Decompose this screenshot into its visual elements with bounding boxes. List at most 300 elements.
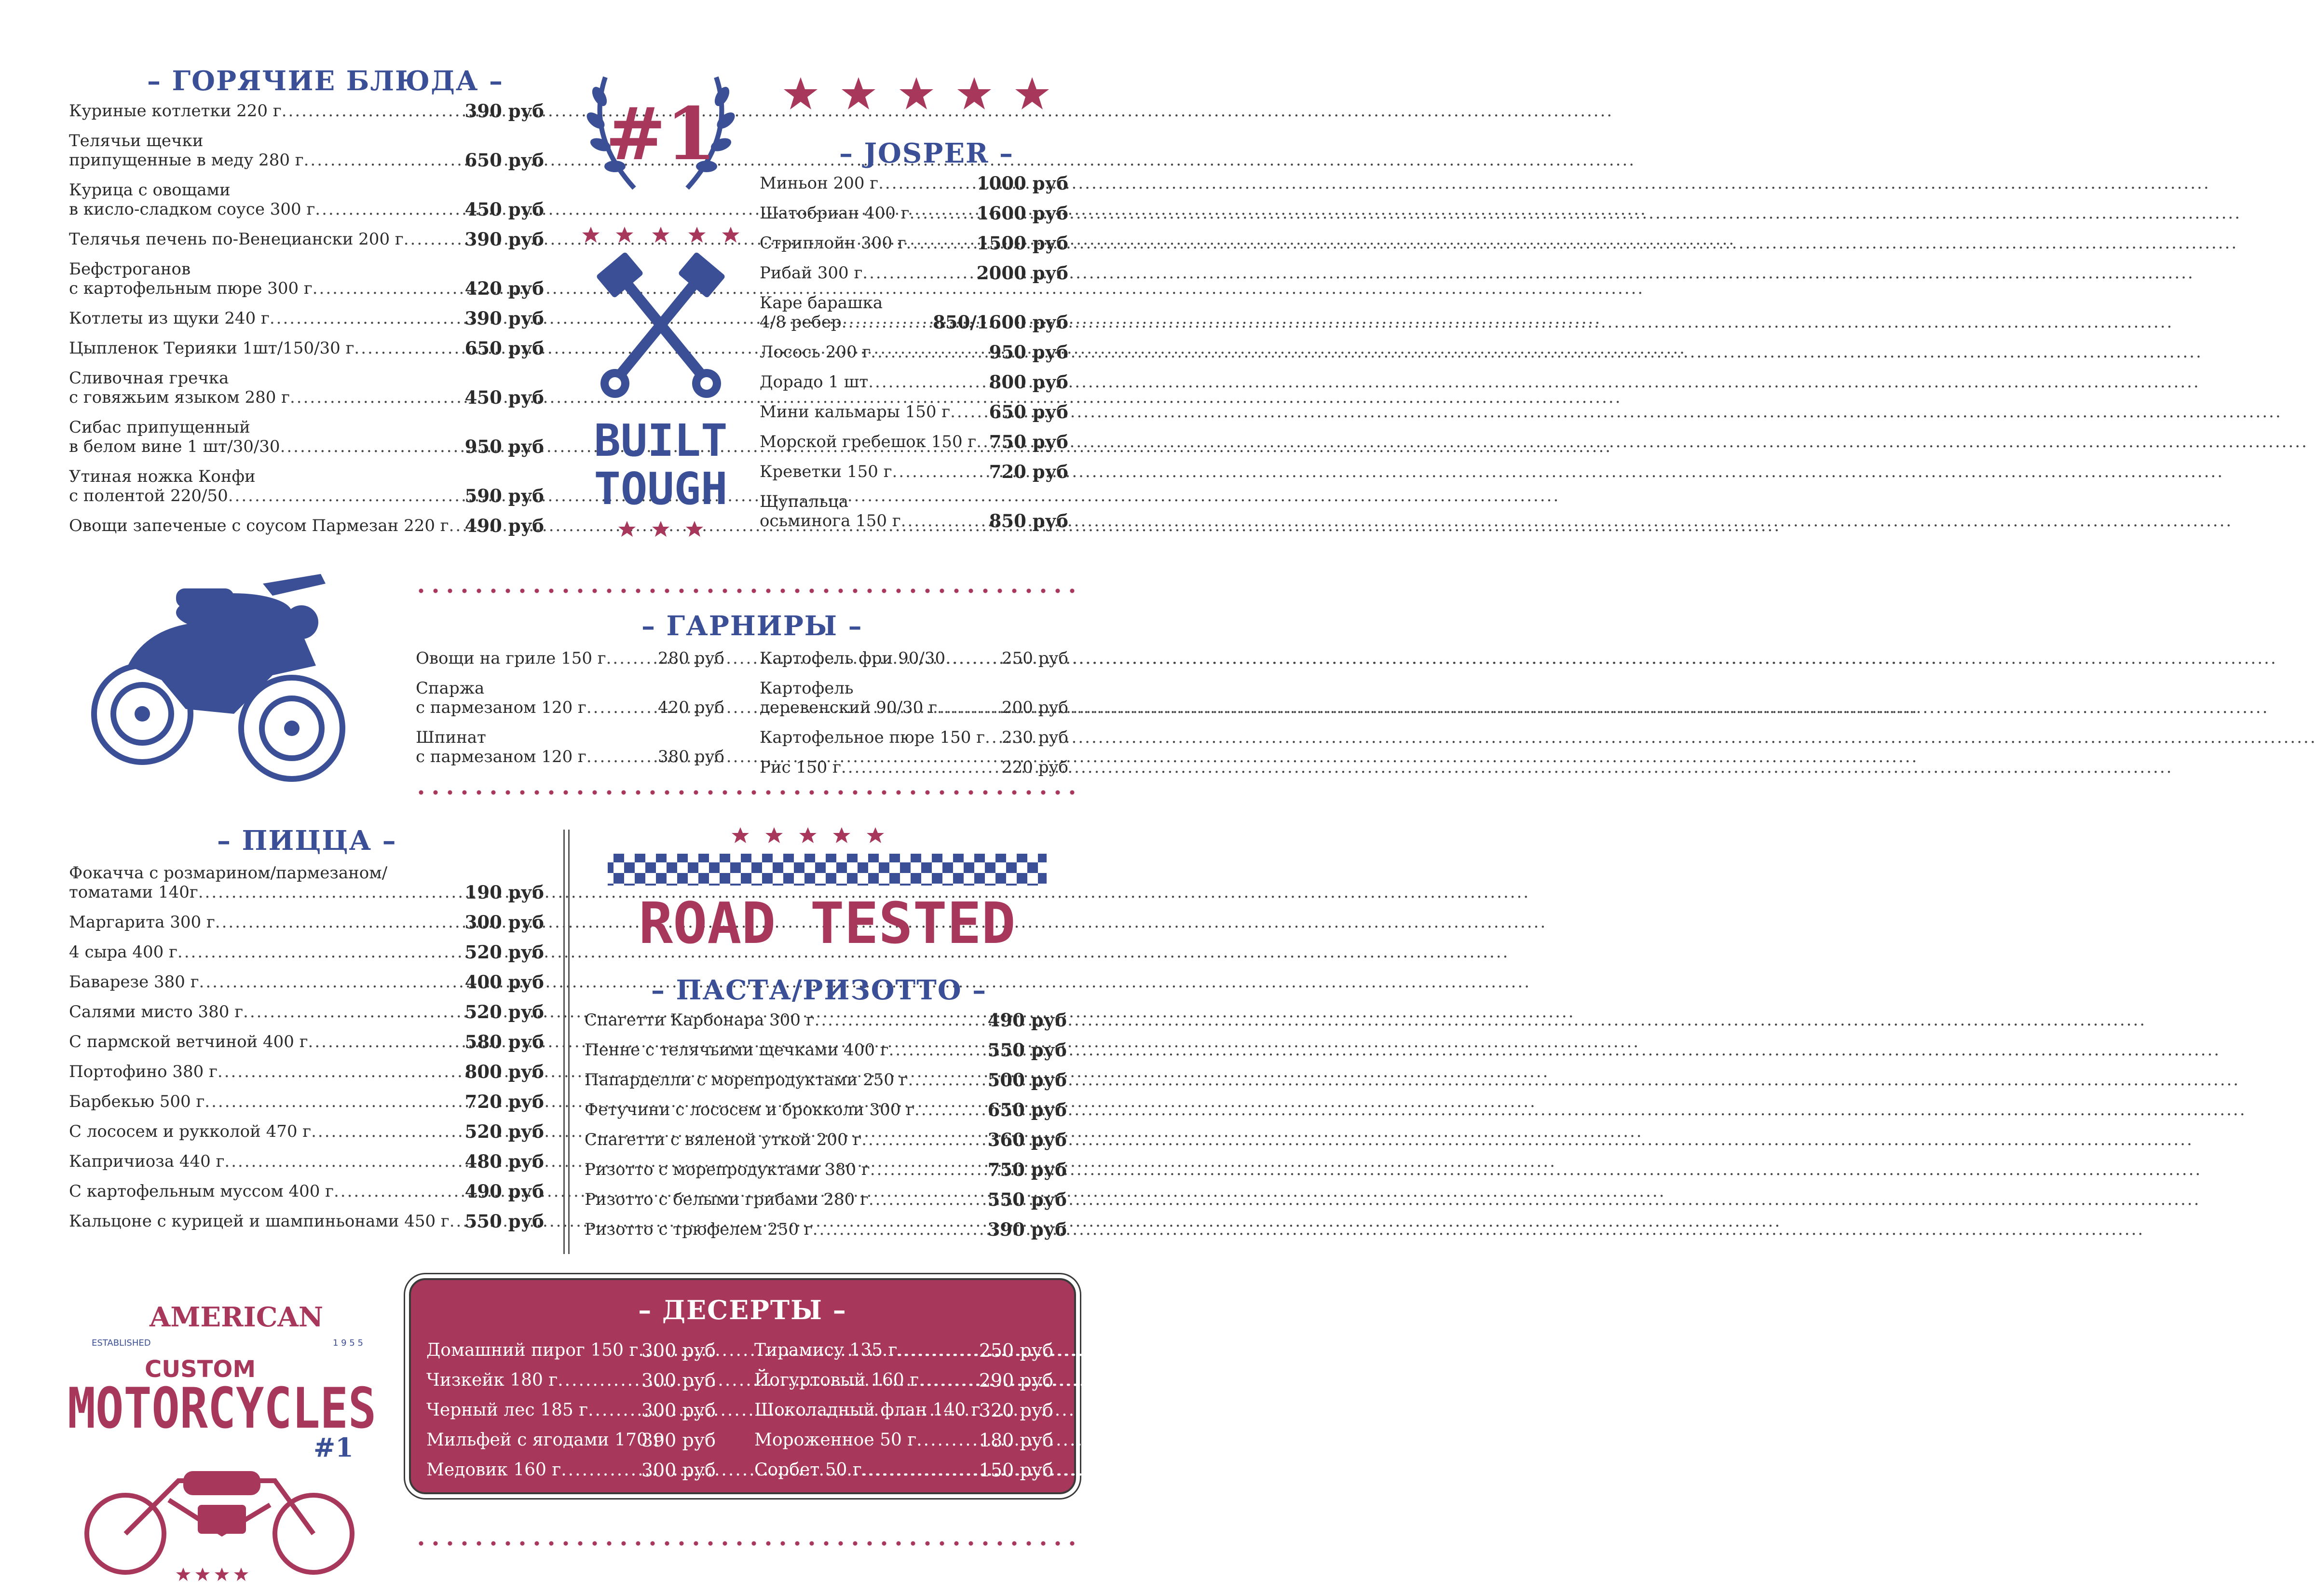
menu-item-label: Рис 150 г: [760, 758, 841, 777]
dot-leader: [901, 511, 2233, 531]
menu-item: [585, 1190, 1067, 1209]
menu-item-price: 420 руб: [658, 698, 724, 717]
menu-item-name-line2: деревенский 90/30 г: [760, 698, 937, 717]
menu-item-price: 850/1600 руб: [933, 312, 1068, 333]
menu-item-name: [585, 1100, 986, 1119]
menu-item-label: Сорбет 50 г: [754, 1460, 862, 1480]
menu-item-price: 750 руб: [987, 1159, 1067, 1180]
menu-item: [426, 1460, 716, 1480]
menu-item-label: Цыпленок Терияки 1шт/150/30 г: [69, 339, 354, 358]
menu-item-name: [754, 1370, 977, 1391]
menu-item-label: Медовик 160 г: [426, 1460, 561, 1480]
menu-item: [416, 728, 724, 766]
menu-item-label: С пармской ветчиной 400 г: [69, 1032, 308, 1051]
menu-item-name: [69, 131, 463, 170]
menu-item-name: [69, 1122, 463, 1141]
menu-item-price: 380 руб: [658, 747, 724, 766]
dot-leader: [878, 174, 2210, 193]
dot-leader: [889, 1040, 2221, 1060]
dot-leader: [914, 1100, 2247, 1119]
menu-item: [760, 462, 1068, 481]
menu-item: [69, 863, 544, 902]
menu-item-label: Картофель фри 90/30: [760, 649, 946, 668]
dot-leader: [916, 1430, 2310, 1450]
menu-item-name: [585, 1130, 986, 1149]
menu-item-label: Йогуртовый 160 г: [754, 1370, 919, 1390]
menu-item: [585, 1220, 1067, 1239]
menu-item-name: [69, 1062, 463, 1081]
svg-text:#1: #1: [313, 1432, 354, 1463]
menu-item-name: [69, 180, 463, 219]
menu-item-name-line1: Шпинат: [416, 728, 486, 747]
menu-item-label: С лососем и рукколой 470 г: [69, 1122, 312, 1141]
menu-item: [69, 230, 544, 249]
dot-leader: [870, 1160, 2202, 1179]
menu-item: [426, 1370, 716, 1391]
menu-item: [69, 1092, 544, 1111]
menu-item-label: 4 сыра 400 г: [69, 942, 177, 962]
menu-item-label: С картофельным муссом 400 г: [69, 1182, 334, 1201]
menu-item: [69, 913, 544, 932]
menu-item: [426, 1400, 716, 1420]
menu-item-price: 550 руб: [464, 1211, 544, 1232]
svg-text:MOTORCYCLES: MOTORCYCLES: [68, 1376, 376, 1441]
menu-item-label: Куриные котлетки 220 г: [69, 101, 282, 121]
menu-item-label: Маргарита 300 г: [69, 913, 215, 932]
menu-item-name: [760, 263, 975, 283]
menu-item-label: Капричиоза 440 г: [69, 1152, 225, 1171]
menu-item-price: 360 руб: [987, 1129, 1067, 1150]
menu-item: [760, 758, 1068, 777]
menu-item: [69, 1182, 544, 1201]
desserts-left-list: [426, 1340, 716, 1490]
svg-text:1 9 5 5: 1 9 5 5: [333, 1338, 363, 1348]
pizza-title: – ПИЦЦА –: [217, 825, 397, 857]
menu-item-name: [760, 432, 987, 451]
pizza-list: [69, 863, 544, 1241]
menu-item-label: Шоколадный флан 140 г: [754, 1400, 981, 1420]
menu-item-name: [69, 942, 463, 962]
menu-item: [69, 1062, 544, 1081]
menu-item: [760, 649, 1068, 668]
svg-text:TOUGH: TOUGH: [594, 463, 728, 515]
menu-item-name-line1: Бефстроганов: [69, 259, 191, 279]
menu-item-name: [754, 1400, 981, 1420]
menu-item-name: [760, 204, 975, 223]
menu-item-price: 750 руб: [989, 431, 1068, 452]
menu-item-label: Телячья печень по-Венециански 200 г: [69, 230, 404, 249]
menu-item-name: [754, 1430, 977, 1450]
menu-item-name-line1: Сибас припущенный: [69, 418, 250, 437]
menu-item-price: 320 руб: [979, 1400, 1053, 1421]
menu-item-name: [69, 1182, 463, 1201]
menu-item-price: 290 руб: [979, 1370, 1053, 1391]
menu-item: [754, 1430, 1053, 1450]
menu-item-name: [69, 863, 463, 902]
vertical-divider: [563, 830, 565, 1254]
menu-item-name-line2: томатами 140г: [69, 883, 198, 902]
menu-item-name: [760, 679, 1000, 717]
svg-text:AMERICAN: AMERICAN: [149, 1301, 324, 1333]
menu-item: [760, 402, 1068, 422]
menu-item-price: 1600 руб: [976, 203, 1068, 224]
menu-item-name: [754, 1340, 977, 1361]
menu-item: [760, 728, 1068, 747]
menu-item: [760, 492, 1068, 531]
garnish-left-list: [416, 649, 724, 777]
menu-item-price: 720 руб: [464, 1091, 544, 1112]
menu-item: [69, 309, 544, 328]
menu-item-price: 180 руб: [979, 1430, 1053, 1451]
menu-item-label: Креветки 150 г: [760, 462, 892, 481]
menu-item-name: [69, 309, 463, 328]
menu-item-price: 150 руб: [979, 1460, 1053, 1481]
dot-leader: [919, 1370, 2312, 1391]
svg-text:CUSTOM: CUSTOM: [145, 1356, 256, 1383]
menu-item-label: Дорадо 1 шт: [760, 372, 869, 392]
number-one-mark: #1: [605, 92, 717, 177]
menu-item-price: 300 руб: [641, 1400, 716, 1421]
menu-item-price: 520 руб: [464, 1001, 544, 1023]
dot-leader: [908, 1070, 2240, 1090]
menu-item: [760, 679, 1068, 717]
menu-item-name: [426, 1340, 640, 1361]
menu-item-name-line2: с полентой 220/50: [69, 486, 228, 505]
menu-item-name-line2: в белом вине 1 шт/30/30: [69, 437, 280, 456]
svg-text:ROAD TESTED: ROAD TESTED: [639, 890, 1016, 956]
menu-item-price: 300 руб: [641, 1370, 716, 1391]
built-tough-logo: [576, 63, 745, 555]
menu-item-label: Тирамису 135 г: [754, 1340, 898, 1360]
menu-item-price: 650 руб: [464, 338, 544, 359]
menu-item-price: 250 руб: [1002, 649, 1068, 668]
menu-item-name: [760, 293, 931, 332]
menu-item-name: [760, 233, 975, 253]
menu-item-label: Мильфей с ягодами 170 г: [426, 1430, 663, 1450]
menu-item-name: [585, 1220, 986, 1239]
menu-item-label: Шатобриан 400 г: [760, 204, 910, 223]
dot-leader: [976, 432, 2308, 451]
dot-leader: [910, 204, 2242, 223]
menu-item: [69, 1152, 544, 1171]
menu-item: [754, 1460, 1053, 1480]
menu-item-label: Котлеты из щуки 240 г: [69, 309, 270, 328]
menu-item-price: 300 руб: [641, 1460, 716, 1481]
menu-item-name: [760, 342, 987, 362]
menu-item: [69, 339, 544, 358]
menu-item: [760, 372, 1068, 392]
menu-item: [760, 204, 1068, 223]
menu-item-price: 200 руб: [1002, 698, 1068, 717]
pasta-list: [585, 1010, 1067, 1250]
menu-item: [760, 174, 1068, 193]
menu-item-label: Черный лес 185 г: [426, 1400, 588, 1420]
menu-item: [585, 1040, 1067, 1060]
menu-item-name: [754, 1460, 977, 1480]
menu-item-name: [585, 1010, 986, 1030]
menu-item: [69, 180, 544, 219]
garnish-right-list: [760, 649, 1068, 788]
menu-item-price: 490 руб: [464, 515, 544, 536]
menu-item-name: [69, 1002, 463, 1022]
menu-item: [426, 1340, 716, 1361]
menu-item-label: Мороженное 50 г: [754, 1430, 917, 1450]
dot-leader: [871, 342, 2203, 362]
checkered-flag-band: [608, 854, 1047, 886]
pasta-title: – ПАСТА/РИЗОТТО –: [651, 974, 987, 1006]
menu-item: [69, 1212, 544, 1231]
menu-item-label: Миньон 200 г: [760, 174, 879, 193]
menu-item-name: [760, 462, 987, 481]
dot-leader: [945, 649, 2277, 668]
menu-item: [585, 1160, 1067, 1179]
menu-item: [69, 516, 544, 535]
menu-item-name: [585, 1070, 986, 1090]
menu-item-name: [585, 1190, 986, 1209]
josper-title: – JOSPER –: [839, 137, 1014, 169]
hot-dishes-title: – ГОРЯЧИЕ БЛЮДА –: [147, 65, 504, 97]
menu-item-name: [69, 230, 463, 249]
stars-top-right: [781, 75, 1051, 113]
menu-item-label: Картофельное пюре 150 г: [760, 728, 985, 747]
menu-item-label: Салями мисто 380 г: [69, 1002, 244, 1022]
menu-item-label: Чизкейк 180 г: [426, 1370, 558, 1390]
menu-item-name: [585, 1040, 986, 1060]
menu-item-price: 550 руб: [987, 1189, 1067, 1210]
menu-item-name-line1: Щупальца: [760, 492, 848, 511]
menu-item: [760, 293, 1068, 332]
menu-item-name-line2: припущенные в меду 280 г: [69, 150, 304, 170]
menu-item-price: 950 руб: [989, 341, 1068, 363]
menu-item-name-line2: 4/8 ребер: [760, 313, 842, 332]
menu-item-name-line1: Каре барашка: [760, 293, 883, 313]
menu-item-label: Стриплойн 300 г: [760, 233, 906, 253]
menu-item-price: 1500 руб: [976, 232, 1068, 254]
menu-item-name: [760, 649, 1000, 668]
menu-item-price: 580 руб: [464, 1031, 544, 1052]
menu-item: [585, 1130, 1067, 1149]
motorcycle-illustration-blue: [89, 555, 350, 796]
dotted-divider: [414, 790, 1075, 795]
dot-leader: [937, 698, 2269, 717]
menu-item: [69, 101, 544, 121]
menu-item-name: [416, 649, 656, 668]
menu-item: [754, 1340, 1053, 1361]
dot-leader: [906, 233, 2238, 253]
menu-item: [760, 432, 1068, 451]
menu-item-label: Морской гребешок 150 г: [760, 432, 977, 451]
menu-item-label: Фетучини с лососем и брокколи 300 г: [585, 1100, 915, 1119]
menu-item-name-line1: Картофель: [760, 679, 854, 698]
menu-item: [69, 972, 544, 992]
menu-item: [754, 1400, 1053, 1420]
dotted-divider: [414, 588, 1075, 593]
menu-item-label: Овощи запеченые с соусом Пармезан 220 г: [69, 516, 449, 535]
menu-item-label: Кальцоне с курицей и шампиньонами 450 г: [69, 1212, 450, 1231]
menu-item-price: 420 руб: [464, 278, 544, 299]
menu-item-name: [426, 1430, 663, 1450]
menu-item-price: 450 руб: [464, 387, 544, 408]
menu-item-price: 490 руб: [987, 1009, 1067, 1031]
menu-item: [585, 1100, 1067, 1119]
menu-item-price: 390 руб: [987, 1219, 1067, 1240]
menu-item-price: 720 руб: [989, 461, 1068, 482]
menu-item: [69, 368, 544, 407]
menu-item-name-line1: Спаржа: [416, 679, 485, 698]
menu-item: [416, 679, 724, 717]
dot-leader: [950, 402, 2282, 422]
menu-item-label: Ризотто с белыми грибами 280 г: [585, 1190, 869, 1209]
menu-item-name: [760, 758, 1000, 777]
menu-item-label: Домашний пирог 150 г: [426, 1340, 639, 1360]
menu-item-price: 390 руб: [464, 100, 544, 122]
menu-item: [69, 259, 544, 298]
dot-leader: [892, 462, 2224, 481]
menu-item-label: Ризотто с морепродуктами 380 г: [585, 1160, 870, 1179]
dot-leader: [869, 1190, 2201, 1209]
menu-item-name: [69, 1152, 463, 1171]
menu-item-name: [69, 418, 463, 456]
menu-item-label: Овощи на гриле 150 г: [416, 649, 606, 668]
american-custom-motorcycles-logo: [63, 1297, 400, 1587]
menu-item-label: Рибай 300 г: [760, 263, 863, 283]
menu-item-price: 1000 руб: [976, 173, 1068, 194]
menu-item-name: [760, 372, 987, 392]
menu-item-price: 390 руб: [641, 1430, 716, 1451]
vertical-divider: [568, 830, 570, 1254]
menu-item-name: [69, 516, 463, 535]
desserts-title: – ДЕСЕРТЫ –: [638, 1295, 847, 1325]
road-tested-logo: [603, 820, 1051, 955]
menu-item-name: [69, 467, 463, 505]
menu-item-name-line2: осьминога 150 г: [760, 511, 901, 531]
josper-list: [760, 174, 1068, 541]
menu-item-price: 950 руб: [464, 436, 544, 457]
menu-item: [760, 233, 1068, 253]
menu-item-price: 520 руб: [464, 1121, 544, 1142]
dot-leader: [897, 1340, 2290, 1361]
menu-item: [69, 1002, 544, 1022]
menu-item-price: 550 руб: [987, 1039, 1067, 1061]
dotted-divider: [414, 1541, 1075, 1546]
dot-leader: [985, 728, 2317, 747]
desserts-panel: [409, 1278, 1076, 1494]
menu-item-price: 500 руб: [987, 1069, 1067, 1091]
menu-item: [585, 1070, 1067, 1090]
menu-item-name-line2: с картофельным пюре 300 г: [69, 279, 313, 298]
menu-item: [416, 649, 724, 668]
menu-item-price: 490 руб: [464, 1181, 544, 1202]
menu-item-label: Ризотто с трюфелем 250 г: [585, 1220, 813, 1239]
menu-item-name-line2: с пармезаном 120 г: [416, 747, 586, 766]
menu-item-name: [426, 1370, 640, 1391]
menu-item-price: 300 руб: [464, 912, 544, 933]
svg-text:BUILT: BUILT: [594, 415, 728, 466]
menu-item-name: [69, 1212, 463, 1231]
menu-item: [754, 1370, 1053, 1391]
menu-item-price: 280 руб: [658, 649, 724, 668]
menu-item-label: Портофино 380 г: [69, 1062, 218, 1081]
menu-item-label: Барбекью 500 г: [69, 1092, 205, 1111]
menu-item-name: [69, 1092, 463, 1111]
menu-item-name-line2: с пармезаном 120 г: [416, 698, 586, 717]
menu-item-name-line1: Фокачча с розмарином/пармезаном/: [69, 863, 388, 883]
menu-item-price: 220 руб: [1002, 758, 1068, 777]
menu-item-price: 300 руб: [641, 1340, 716, 1361]
menu-item-price: 390 руб: [464, 229, 544, 250]
menu-item-name: [760, 402, 987, 422]
menu-item-label: Папарделли с морепродуктами 250 г: [585, 1070, 908, 1090]
menu-item: [69, 467, 544, 505]
menu-item-price: 450 руб: [464, 199, 544, 220]
menu-item: [69, 1032, 544, 1051]
menu-item-name: [416, 728, 656, 766]
menu-item-label: Лосось 200 г: [760, 342, 871, 362]
menu-item-label: Мини кальмары 150 г: [760, 402, 951, 422]
menu-item-name-line1: Утиная ножка Конфи: [69, 467, 256, 486]
menu-item: [69, 942, 544, 962]
menu-item-price: 650 руб: [987, 1099, 1067, 1120]
desserts-right-list: [754, 1340, 1053, 1490]
menu-item-name-line2: с говяжьим языком 280 г: [69, 388, 290, 407]
menu-item-price: 2000 руб: [976, 262, 1068, 284]
hot-dishes-list: [69, 101, 544, 546]
menu-item-name: [760, 492, 987, 531]
menu-item: [69, 1122, 544, 1141]
menu-item: [426, 1430, 716, 1450]
menu-item-name: [69, 368, 463, 407]
menu-item-price: 850 руб: [989, 510, 1068, 532]
menu-item-name: [416, 679, 656, 717]
menu-item-name: [760, 728, 1000, 747]
menu-item-name: [426, 1460, 640, 1480]
menu-item-label: Пенне с телячьими щечками 400 г: [585, 1040, 889, 1060]
menu-item-price: 390 руб: [464, 308, 544, 329]
crossed-pistons-icon: [615, 275, 707, 381]
dot-leader: [862, 1460, 2255, 1480]
menu-item-name: [69, 913, 463, 932]
menu-item-label: Спагетти Карбонара 300 г: [585, 1010, 815, 1030]
menu-item: [69, 131, 544, 170]
menu-item-name: [69, 101, 463, 121]
menu-item-price: 650 руб: [989, 401, 1068, 423]
menu-item-price: 520 руб: [464, 941, 544, 963]
menu-item-name: [69, 339, 463, 358]
menu-item-price: 190 руб: [464, 882, 544, 903]
menu-item-name: [426, 1400, 640, 1420]
svg-text:ESTABLISHED: ESTABLISHED: [92, 1338, 151, 1348]
menu-item-price: 800 руб: [464, 1061, 544, 1082]
garnish-title: – ГАРНИРЫ –: [641, 610, 863, 642]
menu-item-name-line2: в кисло-сладком соусе 300 г: [69, 200, 315, 219]
menu-item-name: [69, 259, 463, 298]
menu-item-price: 480 руб: [464, 1151, 544, 1172]
menu-item: [760, 342, 1068, 362]
menu-item-price: 230 руб: [1002, 728, 1068, 747]
menu-item: [585, 1010, 1067, 1030]
menu-item-name: [69, 1032, 463, 1051]
menu-item-name: [760, 174, 975, 193]
menu-item-name: [585, 1160, 986, 1179]
menu-item-label: Баварезе 380 г: [69, 972, 199, 992]
menu-item: [760, 263, 1068, 283]
menu-item-name-line1: Сливочная гречка: [69, 368, 229, 388]
menu-item-price: 650 руб: [464, 150, 544, 171]
menu-item-name-line1: Телячьи щечки: [69, 131, 204, 150]
menu-item-price: 400 руб: [464, 971, 544, 993]
menu-item-name: [69, 972, 463, 992]
menu-item-price: 590 руб: [464, 485, 544, 506]
